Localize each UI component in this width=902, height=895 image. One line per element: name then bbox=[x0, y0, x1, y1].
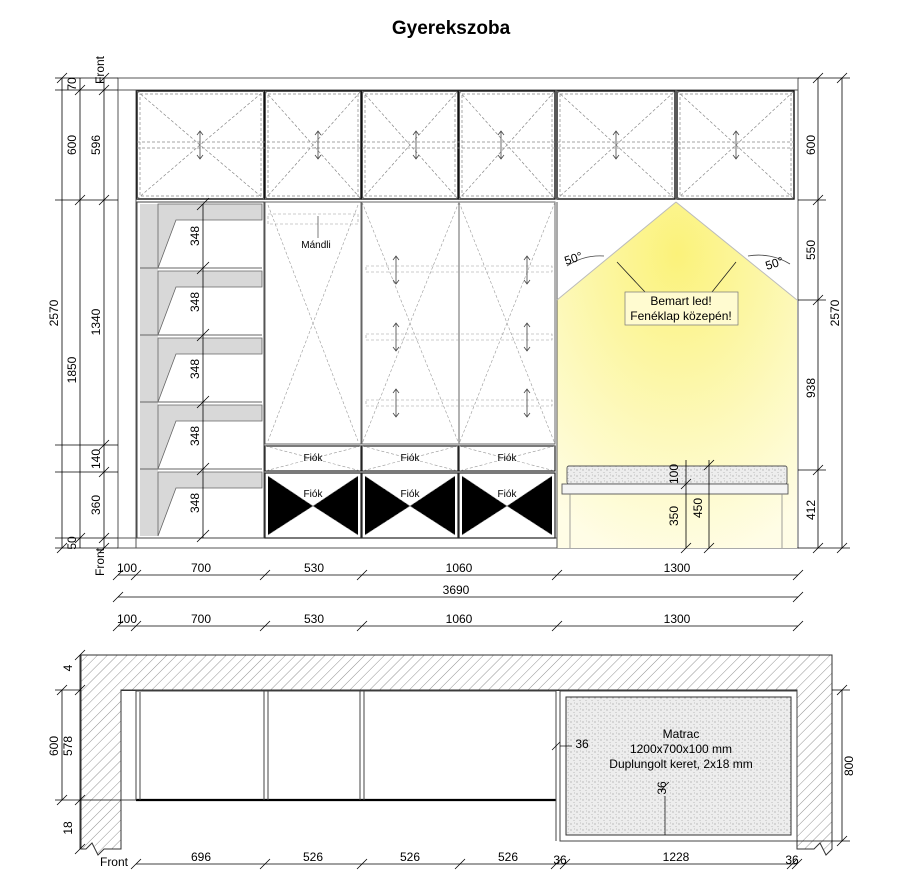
led-note-line2: Fenéklap közepén! bbox=[630, 309, 732, 323]
wardrobe-block bbox=[265, 202, 555, 538]
mattress-36: 36 bbox=[655, 781, 669, 795]
width-1-530: 530 bbox=[303, 561, 325, 575]
width-1-1060: 1060 bbox=[445, 561, 473, 575]
dim-upper-height: 600 bbox=[65, 134, 79, 156]
dim-drawer-top: 140 bbox=[89, 448, 103, 470]
dim-lower-height: 1850 bbox=[65, 356, 79, 384]
width-2-530: 530 bbox=[303, 612, 325, 626]
plan-inner-578: 578 bbox=[61, 735, 75, 757]
open-shelf-unit bbox=[137, 198, 264, 542]
led-note-line1: Bemart led! bbox=[650, 294, 712, 308]
mattress-label: Matrac bbox=[662, 727, 700, 741]
drawer-label: Fiók bbox=[497, 489, 517, 500]
dim-bed-450: 450 bbox=[691, 497, 705, 519]
dim-door-height: 596 bbox=[89, 134, 103, 156]
dim-plinth: 50 bbox=[65, 536, 79, 550]
angle-right: 50° bbox=[763, 253, 786, 273]
dim-top-gap: 70 bbox=[65, 77, 79, 91]
drawer-label: Fiók bbox=[303, 489, 323, 500]
plan-depth-600: 600 bbox=[47, 735, 61, 757]
plan-view bbox=[47, 650, 856, 869]
width-1-1300: 1300 bbox=[663, 561, 691, 575]
plan-width-526c: 526 bbox=[497, 850, 519, 864]
dim-mattress-height: 100 bbox=[667, 463, 681, 485]
mattress-frame: Duplungolt keret, 2x18 mm bbox=[609, 757, 753, 771]
front-label-top: Front bbox=[93, 55, 107, 85]
dim-wardrobe-height: 1340 bbox=[89, 308, 103, 336]
gap-36: 36 bbox=[575, 737, 589, 751]
plan-width-526b: 526 bbox=[399, 850, 421, 864]
width-2-1060: 1060 bbox=[445, 612, 473, 626]
plan-width-696: 696 bbox=[190, 850, 212, 864]
shelf-dim-5: 348 bbox=[188, 492, 202, 514]
dim-bed-350: 350 bbox=[667, 505, 681, 527]
bed-alcove bbox=[557, 202, 797, 548]
width-2-1300: 1300 bbox=[663, 612, 691, 626]
drawer-label: Fiók bbox=[400, 453, 420, 464]
dim-total-height-left: 2570 bbox=[47, 299, 61, 327]
dim-wall: 938 bbox=[804, 377, 818, 399]
plan-front-label: Front bbox=[99, 855, 129, 869]
drawer-label: Fiók bbox=[303, 453, 323, 464]
dim-gable: 550 bbox=[804, 239, 818, 261]
width-1-700: 700 bbox=[190, 561, 212, 575]
dim-upper-right: 600 bbox=[804, 134, 818, 156]
drawing-title: Gyerekszoba bbox=[391, 18, 511, 39]
plan-back-18: 18 bbox=[61, 821, 75, 835]
dim-drawer-low: 360 bbox=[89, 494, 103, 516]
plan-width-36a: 36 bbox=[553, 853, 567, 867]
shelf-dim-3: 348 bbox=[188, 358, 202, 380]
angle-left: 50° bbox=[562, 248, 585, 268]
width-1-100: 100 bbox=[116, 561, 138, 575]
mandli-label: Mándli bbox=[301, 240, 331, 251]
shelf-dim-4: 348 bbox=[188, 425, 202, 447]
drawer-label: Fiók bbox=[400, 489, 420, 500]
width-2-700: 700 bbox=[190, 612, 212, 626]
mattress-size: 1200x700x100 mm bbox=[629, 742, 733, 756]
shelf-dim-2: 348 bbox=[188, 291, 202, 313]
plan-width-526a: 526 bbox=[302, 850, 324, 864]
shelf-dim-1: 348 bbox=[188, 225, 202, 247]
drawer-label: Fiók bbox=[497, 453, 517, 464]
plan-wall-4: 4 bbox=[61, 664, 75, 672]
upper-cabinets bbox=[137, 91, 794, 199]
front-label-bottom: Front bbox=[93, 547, 107, 577]
plan-width-36b: 36 bbox=[785, 853, 799, 867]
total-width: 3690 bbox=[442, 583, 470, 597]
dim-bed-height: 412 bbox=[804, 499, 818, 521]
plan-width-chain bbox=[131, 859, 802, 869]
plan-width-1228: 1228 bbox=[662, 850, 690, 864]
dim-total-height-right: 2570 bbox=[828, 299, 842, 327]
plan-depth-800: 800 bbox=[842, 755, 856, 777]
front-elevation bbox=[47, 55, 850, 631]
width-2-100: 100 bbox=[116, 612, 138, 626]
